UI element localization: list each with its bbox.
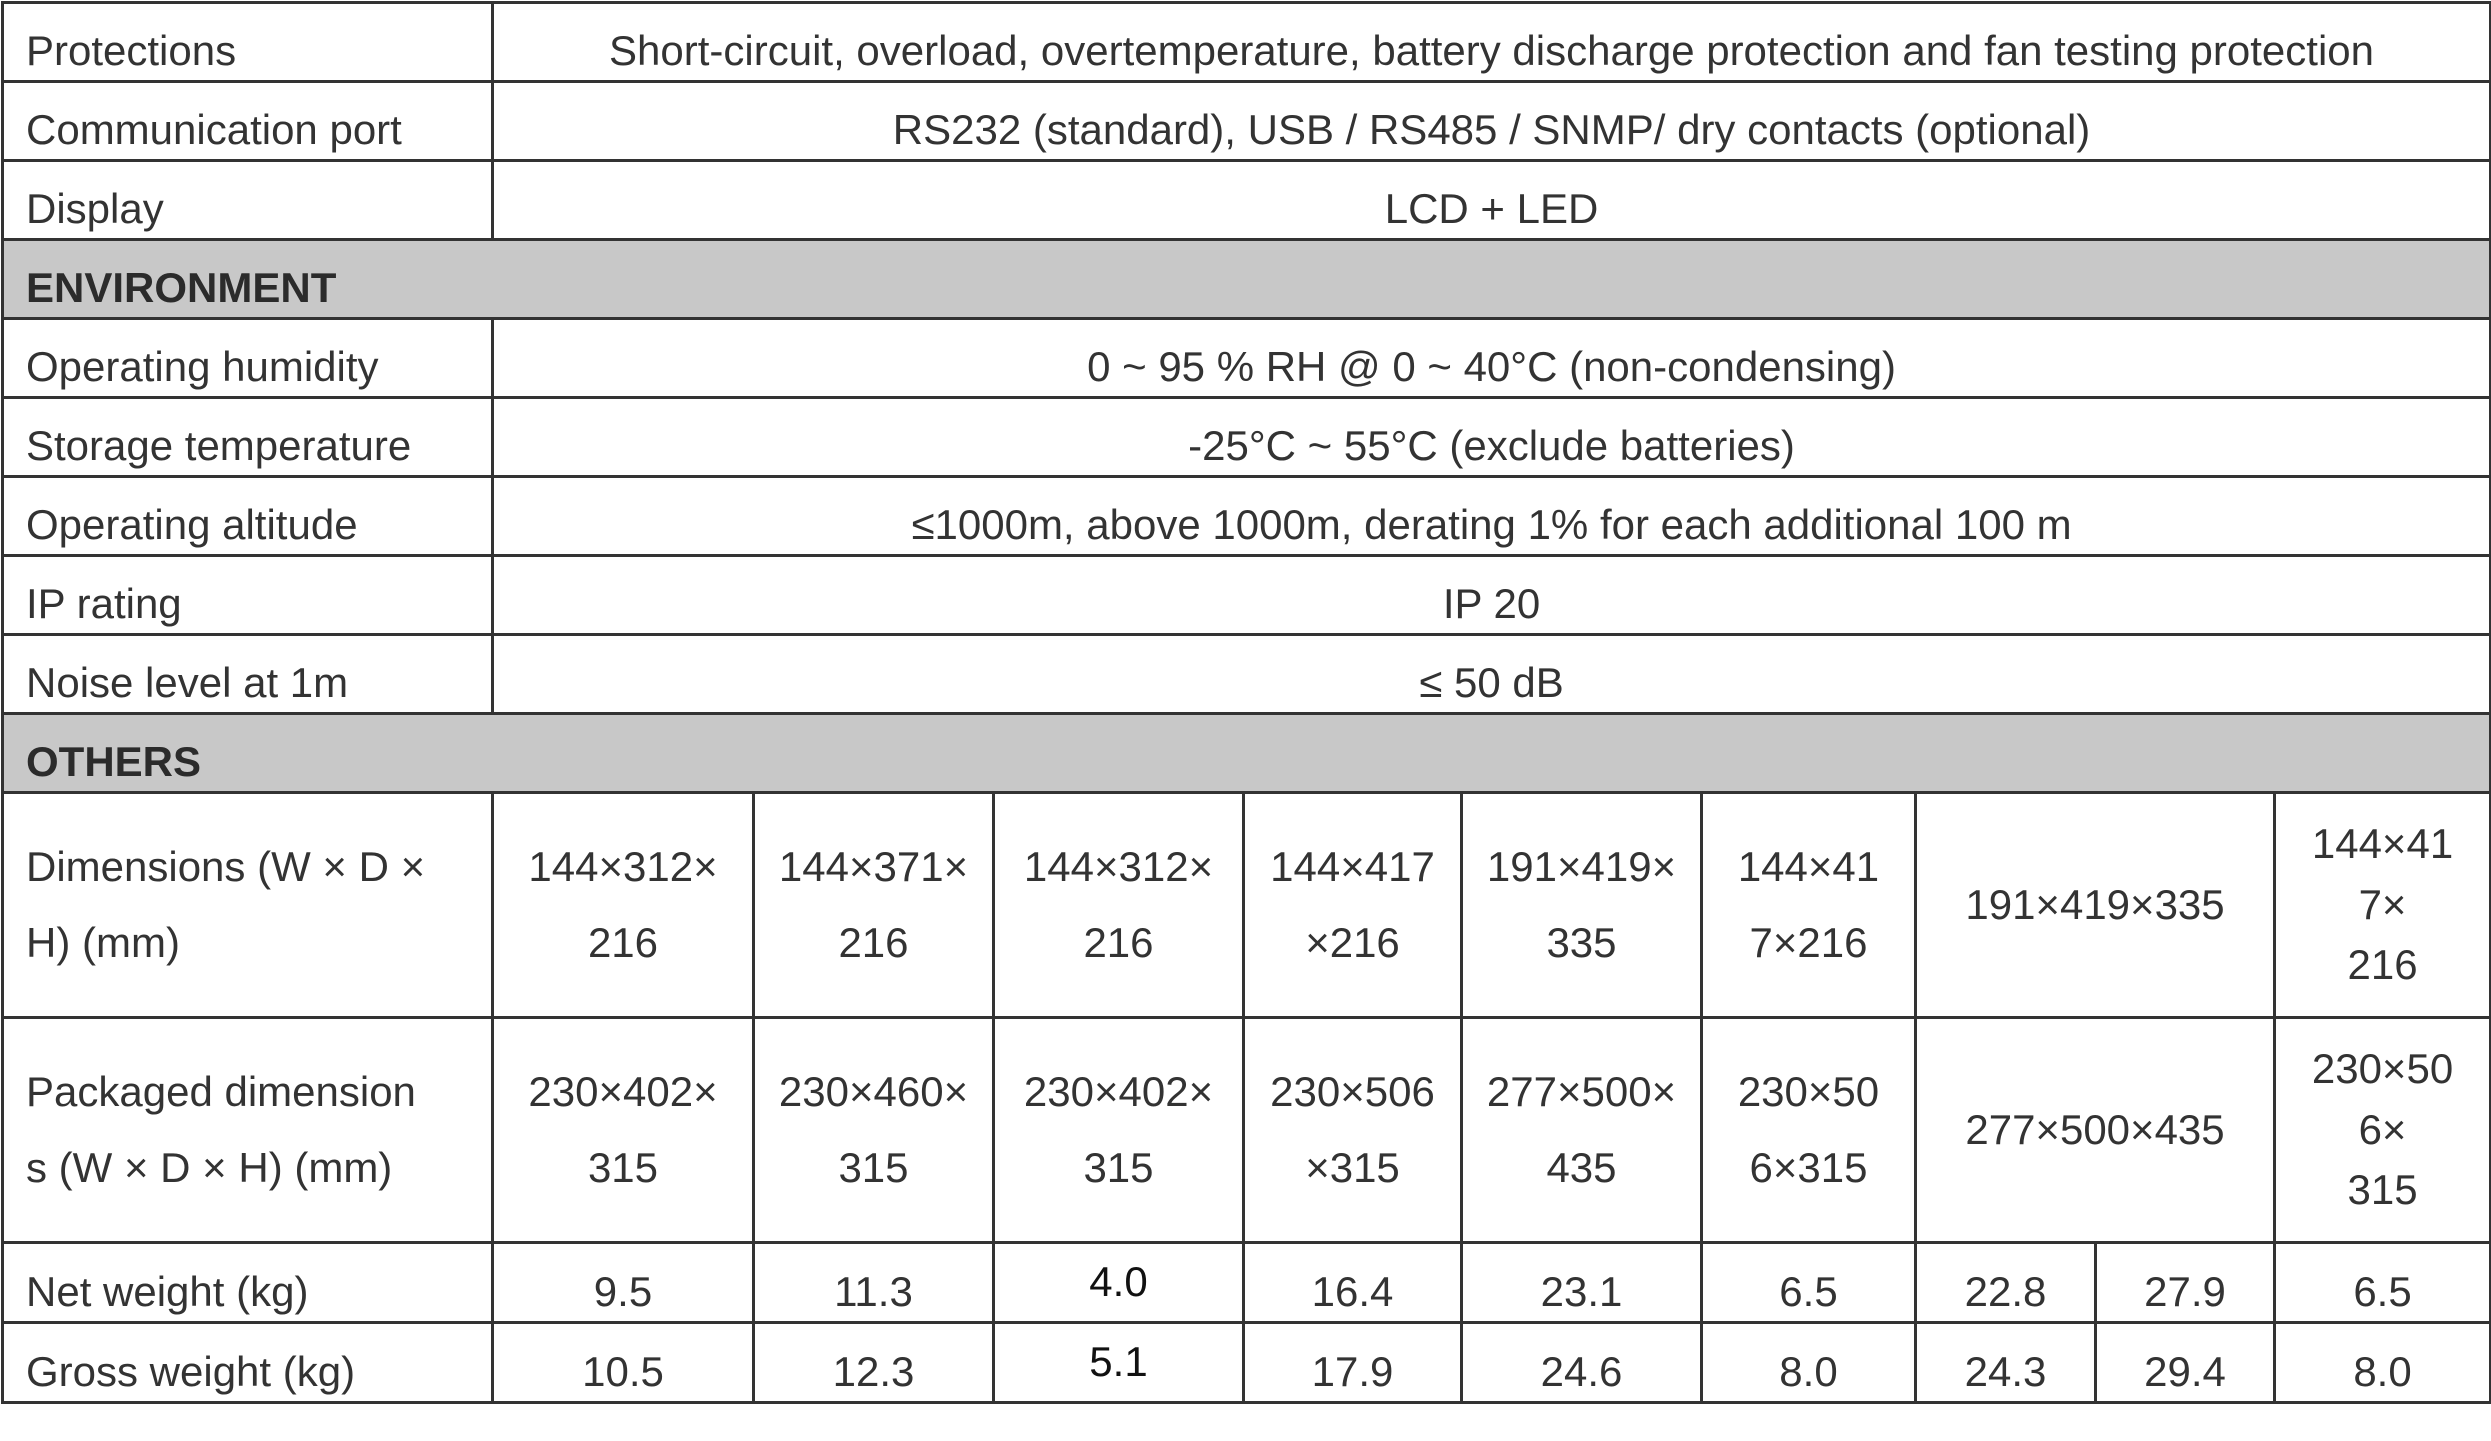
- dimensions-label-line: H) (mm): [26, 919, 180, 966]
- dimension-line: 144×312×: [528, 843, 718, 891]
- dimension-cell: [1702, 793, 1916, 1018]
- dimension-line: 144×371×: [778, 843, 969, 891]
- packaged-line: 6×315: [1749, 1144, 1868, 1191]
- packaged-line: 6×: [2358, 1105, 2407, 1153]
- packaged-line: 277×500×435: [1965, 1106, 2225, 1154]
- packaged-cell: [754, 1018, 994, 1243]
- packaged-cell: [493, 1018, 754, 1243]
- environment-section-header: ENVIRONMENT: [3, 240, 2491, 319]
- gross-weight-cell: 24.3: [1916, 1323, 2096, 1403]
- protections-value: Short-circuit, overload, overtemperature, battery discharge protection and fan testing protection: [493, 3, 2491, 82]
- storage-temperature-label: Storage temperature: [3, 398, 493, 477]
- others-section-header: OTHERS: [3, 714, 2491, 793]
- dimension-line: 335: [1546, 919, 1617, 966]
- display-value: LCD + LED: [493, 161, 2491, 240]
- packaged-line: 435: [1546, 1144, 1617, 1191]
- altitude-label: Operating altitude: [3, 477, 493, 556]
- protections-row: [3, 3, 2491, 82]
- packaged-cell: [994, 1018, 1244, 1243]
- dimension-line: 144×312×: [1023, 843, 1214, 891]
- net-weight-cell: 11.3: [754, 1243, 994, 1323]
- others-section-row: [3, 714, 2491, 793]
- gross-weight-cell: 12.3: [754, 1323, 994, 1403]
- net-weight-cell: 6.5: [1702, 1243, 1916, 1323]
- ip-rating-label: IP rating: [3, 556, 493, 635]
- communication-value: RS232 (standard), USB / RS485 / SNMP/ dry contacts (optional): [493, 82, 2491, 161]
- packaged-line: 230×402×: [1023, 1068, 1214, 1116]
- dimension-cell: [493, 793, 754, 1018]
- packaged-cell: [1462, 1018, 1702, 1243]
- display-row: [3, 161, 2491, 240]
- packaged-dimensions-row: [3, 1018, 2491, 1243]
- dimension-line: 144×417: [1270, 843, 1435, 891]
- communication-label: Communication port: [3, 82, 493, 161]
- gross-weight-row: [3, 1323, 2491, 1403]
- humidity-label: Operating humidity: [3, 319, 493, 398]
- net-weight-cell: 9.5: [493, 1243, 754, 1323]
- dimension-line: 216: [838, 919, 909, 966]
- packaged-line: 277×500×: [1486, 1068, 1677, 1116]
- gross-weight-cell: 8.0: [2275, 1323, 2491, 1403]
- dimension-line: 191×419×335: [1965, 881, 2225, 929]
- packaged-line: 230×460×: [778, 1068, 969, 1116]
- packaged-line: 230×50: [1737, 1068, 1880, 1116]
- net-weight-row: [3, 1243, 2491, 1323]
- display-label: Display: [3, 161, 493, 240]
- dimension-cell: [1462, 793, 1702, 1018]
- packaged-dimensions-label: [3, 1018, 493, 1243]
- dimension-line: 144×41: [2311, 819, 2454, 867]
- noise-value: ≤ 50 dB: [493, 635, 2491, 714]
- dimension-cell: [1916, 793, 2275, 1018]
- gross-weight-cell: 10.5: [493, 1323, 754, 1403]
- humidity-value: 0 ~ 95 % RH @ 0 ~ 40°C (non-condensing): [493, 319, 2491, 398]
- dimension-cell: [1244, 793, 1462, 1018]
- dimensions-label: [3, 793, 493, 1018]
- packaged-line: 230×402×: [528, 1068, 718, 1116]
- ip-rating-row: [3, 556, 2491, 635]
- net-weight-cell: 22.8: [1916, 1243, 2096, 1323]
- ip-rating-value: IP 20: [493, 556, 2491, 635]
- dimension-line: 144×41: [1737, 843, 1880, 891]
- net-weight-label: Net weight (kg): [3, 1243, 493, 1323]
- net-weight-cell: 23.1: [1462, 1243, 1702, 1323]
- dimension-line: 7×216: [1749, 919, 1868, 966]
- dimension-cell: [754, 793, 994, 1018]
- packaged-cell: [1702, 1018, 1916, 1243]
- net-weight-cell: 6.5: [2275, 1243, 2491, 1323]
- communication-row: [3, 82, 2491, 161]
- dimension-line: ×216: [1305, 919, 1400, 966]
- dimension-line: 191×419×: [1486, 843, 1677, 891]
- packaged-line: 230×50: [2311, 1044, 2454, 1092]
- protections-label: Protections: [3, 3, 493, 82]
- packaged-line: 230×506: [1270, 1068, 1435, 1116]
- packaged-line: 315: [2347, 1166, 2418, 1214]
- dimensions-label-line: Dimensions (W × D ×: [26, 843, 426, 891]
- gross-weight-cell: 8.0: [1702, 1323, 1916, 1403]
- packaged-cell: [1244, 1018, 1462, 1243]
- net-weight-cell: 4.0: [994, 1243, 1244, 1323]
- gross-weight-label: Gross weight (kg): [3, 1323, 493, 1403]
- dimension-line: 7×: [2358, 880, 2407, 928]
- dimension-line: 216: [587, 919, 659, 966]
- gross-weight-cell: 17.9: [1244, 1323, 1462, 1403]
- spec-table: [1, 1, 2491, 1404]
- humidity-row: [3, 319, 2491, 398]
- noise-row: [3, 635, 2491, 714]
- net-weight-cell: 16.4: [1244, 1243, 1462, 1323]
- packaged-line: 315: [838, 1144, 909, 1191]
- dimension-line: 216: [1083, 919, 1154, 966]
- net-weight-cell: 27.9: [2096, 1243, 2275, 1323]
- altitude-value: ≤1000m, above 1000m, derating 1% for each additional 100 m: [493, 477, 2491, 556]
- dimension-cell: [994, 793, 1244, 1018]
- gross-weight-cell: 24.6: [1462, 1323, 1702, 1403]
- packaged-line: ×315: [1305, 1144, 1400, 1191]
- packaged-cell: [2275, 1018, 2491, 1243]
- packaged-label-line: s (W × D × H) (mm): [26, 1144, 393, 1191]
- gross-weight-cell: 5.1: [994, 1323, 1244, 1403]
- packaged-cell: [1916, 1018, 2275, 1243]
- noise-label: Noise level at 1m: [3, 635, 493, 714]
- storage-temperature-row: [3, 398, 2491, 477]
- environment-section-row: [3, 240, 2491, 319]
- packaged-line: 315: [587, 1144, 659, 1191]
- storage-temperature-value: -25°C ~ 55°C (exclude batteries): [493, 398, 2491, 477]
- gross-weight-cell: 29.4: [2096, 1323, 2275, 1403]
- altitude-row: [3, 477, 2491, 556]
- dimension-line: 216: [2347, 941, 2418, 989]
- packaged-label-line: Packaged dimension: [26, 1068, 416, 1116]
- dimensions-row: [3, 793, 2491, 1018]
- packaged-line: 315: [1083, 1144, 1154, 1191]
- dimension-cell: [2275, 793, 2491, 1018]
